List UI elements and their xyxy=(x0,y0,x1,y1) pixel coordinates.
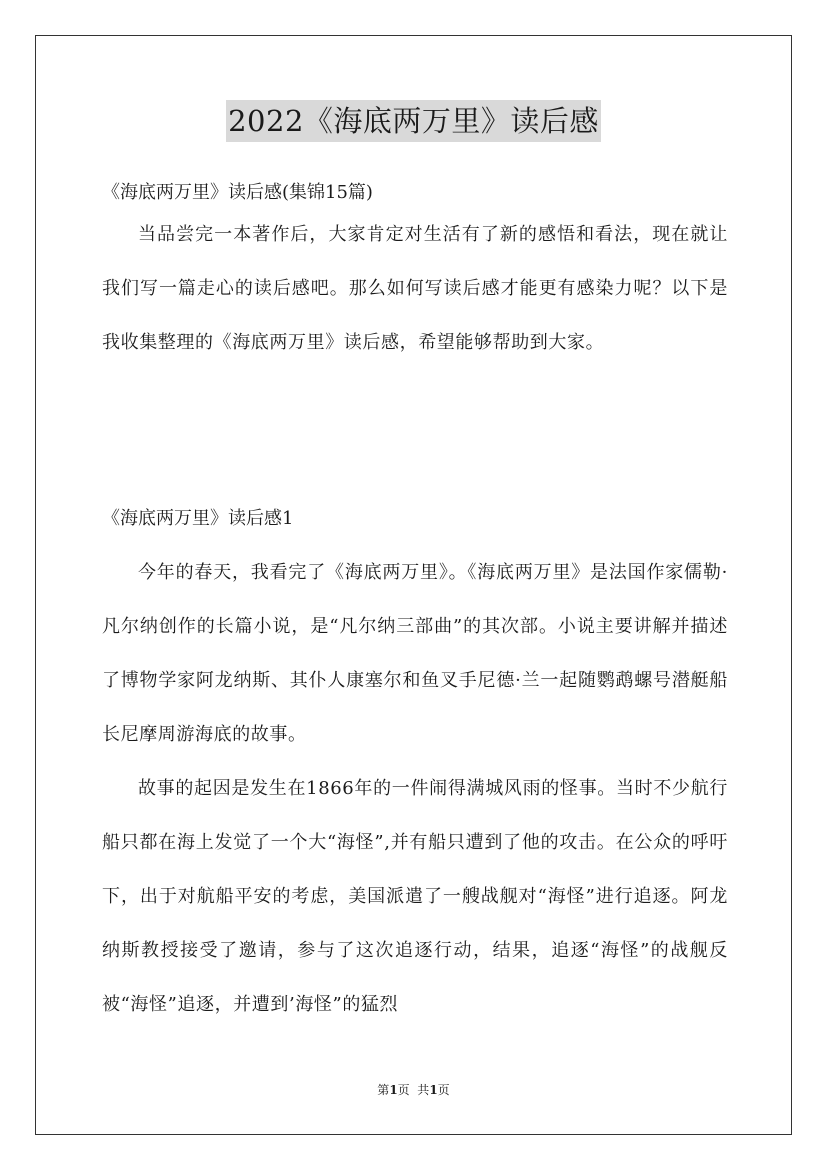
section-heading: 《海底两万里》读后感1 xyxy=(102,508,294,529)
footer-page-prefix: 第 xyxy=(377,1083,390,1097)
body-paragraph-2: 故事的起因是发生在1866年的一件闹得满城风雨的怪事。当时不少航行船只都在海上发觉了一个大“海怪”,并有船只遭到了他的攻击。在公众的呼吁下，出于对航船平安的考虑，美国派遣了一艘战舰对“海怪”进行追逐。阿龙纳斯教授接受了邀请，参与了这次追逐行动，结果，追逐“海怪”的战舰反被“海怪”追逐，并遭到’海怪”的猛烈 xyxy=(102,778,728,1015)
footer-page-suffix: 页 xyxy=(437,1083,450,1097)
page-footer xyxy=(0,1082,827,1098)
footer-page-current: 1 xyxy=(389,1083,398,1097)
footer-page-total: 1 xyxy=(429,1083,438,1097)
body-paragraph-1: 今年的春天，我看完了《海底两万里》。《海底两万里》是法国作家儒勒·凡尔纳创作的长篇小说，是“凡尔纳三部曲”的其次部。小说主要讲解并描述了博物学家阿龙纳斯、其仆人康塞尔和鱼叉手尼德·兰一起随鹦鹉螺号潜艇船长尼摩周游海底的故事。 xyxy=(102,562,728,745)
intro-paragraph: 当品尝完一本著作后，大家肯定对生活有了新的感悟和看法，现在就让我们写一篇走心的读后感吧。那么如何写读后感才能更有感染力呢？以下是我收集整理的《海底两万里》读后感，希望能够帮助到大家。 xyxy=(102,224,728,353)
footer-page-mid: 页 共 xyxy=(397,1083,430,1097)
document-title: 2022《海底两万里》读后感 xyxy=(226,100,601,142)
title-container xyxy=(0,100,827,142)
document-subtitle: 《海底两万里》读后感(集锦15篇) xyxy=(102,182,373,203)
